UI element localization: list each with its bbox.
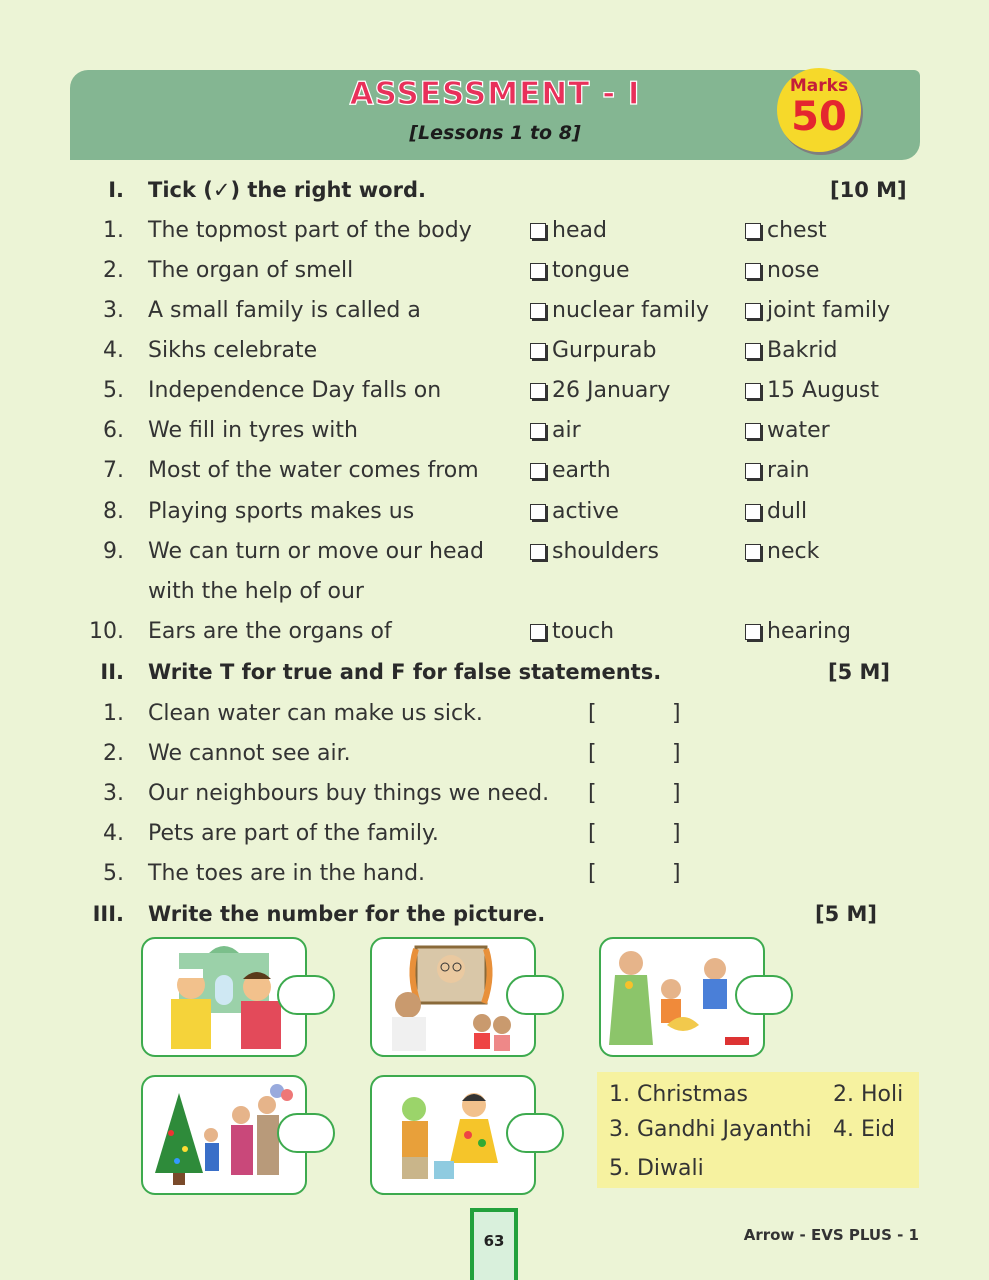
key-item: 2. Holi [833,1082,904,1107]
marks-badge [777,68,861,152]
eid-picture-card [141,937,307,1057]
section-1-title: Tick (✓) the right word. [148,178,426,202]
key-item: 3. Gandhi Jayanthi [609,1117,812,1142]
option-label: dull [767,499,808,524]
statement-text: Pets are part of the family. [148,821,439,846]
option-label: chest [767,218,827,243]
section-1-marks: [10 M] [830,178,907,202]
tick-checkbox[interactable] [530,303,546,319]
tick-checkbox[interactable] [530,463,546,479]
statement-text: We cannot see air. [148,741,351,766]
answer-option [530,418,581,443]
question-number: 2. [103,258,124,283]
tick-checkbox[interactable] [745,544,761,560]
gandhi-jayanthi-picture-card [370,937,536,1057]
answer-oval[interactable] [735,975,793,1015]
question-number: 3. [103,298,124,323]
question-text: Sikhs celebrate [148,338,318,363]
holi-picture-card [370,1075,536,1195]
option-label: neck [767,539,820,564]
answer-option [745,258,819,283]
answer-oval[interactable] [506,975,564,1015]
statement-text: Our neighbours buy things we need. [148,781,550,806]
tick-checkbox[interactable] [745,624,761,640]
question-text: Playing sports makes us [148,499,415,524]
question-number: 1. [103,218,124,243]
question-text: Most of the water comes from [148,458,479,483]
answer-bracket-open[interactable]: [ [588,701,597,726]
option-label: tongue [552,258,630,283]
tick-checkbox[interactable] [745,383,761,399]
tick-checkbox[interactable] [530,423,546,439]
option-label: joint family [767,298,891,323]
answer-option [745,499,807,524]
page-number-tab [470,1208,518,1280]
question-text: Independence Day falls on [148,378,442,403]
answer-option [745,218,827,243]
statement-text: Clean water can make us sick. [148,701,483,726]
question-text: We fill in tyres with [148,418,358,443]
christmas-picture-card [141,1075,307,1195]
statement-number: 4. [103,821,124,846]
tick-checkbox[interactable] [530,624,546,640]
answer-bracket-open[interactable]: [ [588,781,597,806]
option-label: touch [552,619,615,644]
section-3-marks: [5 M] [815,902,878,926]
tick-checkbox[interactable] [530,263,546,279]
answer-option [530,458,611,483]
question-text: A small family is called a [148,298,421,323]
answer-option [745,539,819,564]
tick-checkbox[interactable] [745,504,761,520]
key-item: 5. Diwali [609,1156,704,1181]
festival-key-box [597,1072,919,1188]
statement-number: 1. [103,701,124,726]
question-text: We can turn or move our head [148,539,484,564]
tick-checkbox[interactable] [745,223,761,239]
tick-checkbox[interactable] [745,343,761,359]
option-label: rain [767,458,810,483]
question-text-continued: with the help of our [148,579,364,604]
tick-checkbox[interactable] [745,423,761,439]
book-title: Arrow - EVS PLUS - 1 [743,1226,919,1244]
tick-checkbox[interactable] [530,544,546,560]
option-label: earth [552,458,611,483]
statement-number: 5. [103,861,124,886]
tick-checkbox[interactable] [745,263,761,279]
tick-checkbox[interactable] [745,303,761,319]
answer-option [745,418,830,443]
statement-number: 3. [103,781,124,806]
section-2-title: Write T for true and F for false statements. [148,660,662,684]
answer-bracket-open[interactable]: [ [588,861,597,886]
answer-bracket-close: ] [672,701,681,726]
option-label: nose [767,258,820,283]
option-label: Gurpurab [552,338,657,363]
answer-option [530,218,607,243]
statement-text: The toes are in the hand. [148,861,426,886]
answer-option [745,378,879,403]
tick-checkbox[interactable] [530,383,546,399]
tick-checkbox[interactable] [530,223,546,239]
question-number: 9. [103,539,124,564]
answer-option [530,378,670,403]
section-2-number: II. [100,660,124,684]
answer-bracket-open[interactable]: [ [588,741,597,766]
page-number: 63 [483,1232,505,1250]
answer-option [530,338,656,363]
answer-option [745,298,890,323]
question-number: 5. [103,378,124,403]
answer-bracket-close: ] [672,821,681,846]
option-label: hearing [767,619,852,644]
section-3-number: III. [92,902,124,926]
answer-bracket-close: ] [672,781,681,806]
answer-option [530,499,619,524]
answer-option [530,258,629,283]
option-label: 26 January [552,378,671,403]
question-text: The topmost part of the body [148,218,472,243]
statement-number: 2. [103,741,124,766]
diwali-picture-card [599,937,765,1057]
question-text: Ears are the organs of [148,619,392,644]
answer-oval[interactable] [506,1113,564,1153]
question-number: 4. [103,338,124,363]
answer-bracket-close: ] [672,741,681,766]
question-text: The organ of smell [148,258,354,283]
lessons-subtitle: [Lessons 1 to 8] [409,122,581,144]
answer-bracket-open[interactable]: [ [588,821,597,846]
option-label: nuclear family [552,298,710,323]
answer-option [530,539,659,564]
option-label: 15 August [767,378,879,403]
answer-oval[interactable] [277,1113,335,1153]
tick-checkbox[interactable] [530,343,546,359]
answer-oval[interactable] [277,975,335,1015]
option-label: water [767,418,830,443]
option-label: air [552,418,581,443]
tick-checkbox[interactable] [530,504,546,520]
question-number: 10. [89,619,124,644]
key-item: 4. Eid [833,1117,895,1142]
section-2-marks: [5 M] [828,660,891,684]
section-1-number: I. [108,178,124,202]
option-label: Bakrid [767,338,838,363]
answer-option [745,338,837,363]
option-label: head [552,218,607,243]
question-number: 6. [103,418,124,443]
answer-option [745,458,810,483]
marks-value: 50 [791,94,847,140]
question-number: 7. [103,458,124,483]
marks-label: Marks [789,76,849,96]
option-label: active [552,499,619,524]
option-label: shoulders [552,539,659,564]
key-item: 1. Christmas [609,1082,748,1107]
answer-option [745,619,851,644]
answer-option [530,619,614,644]
question-number: 8. [103,499,124,524]
section-3-title: Write the number for the picture. [148,902,546,926]
tick-checkbox[interactable] [745,463,761,479]
answer-bracket-close: ] [672,861,681,886]
page-title: ASSESSMENT - I [349,76,641,112]
answer-option [530,298,709,323]
